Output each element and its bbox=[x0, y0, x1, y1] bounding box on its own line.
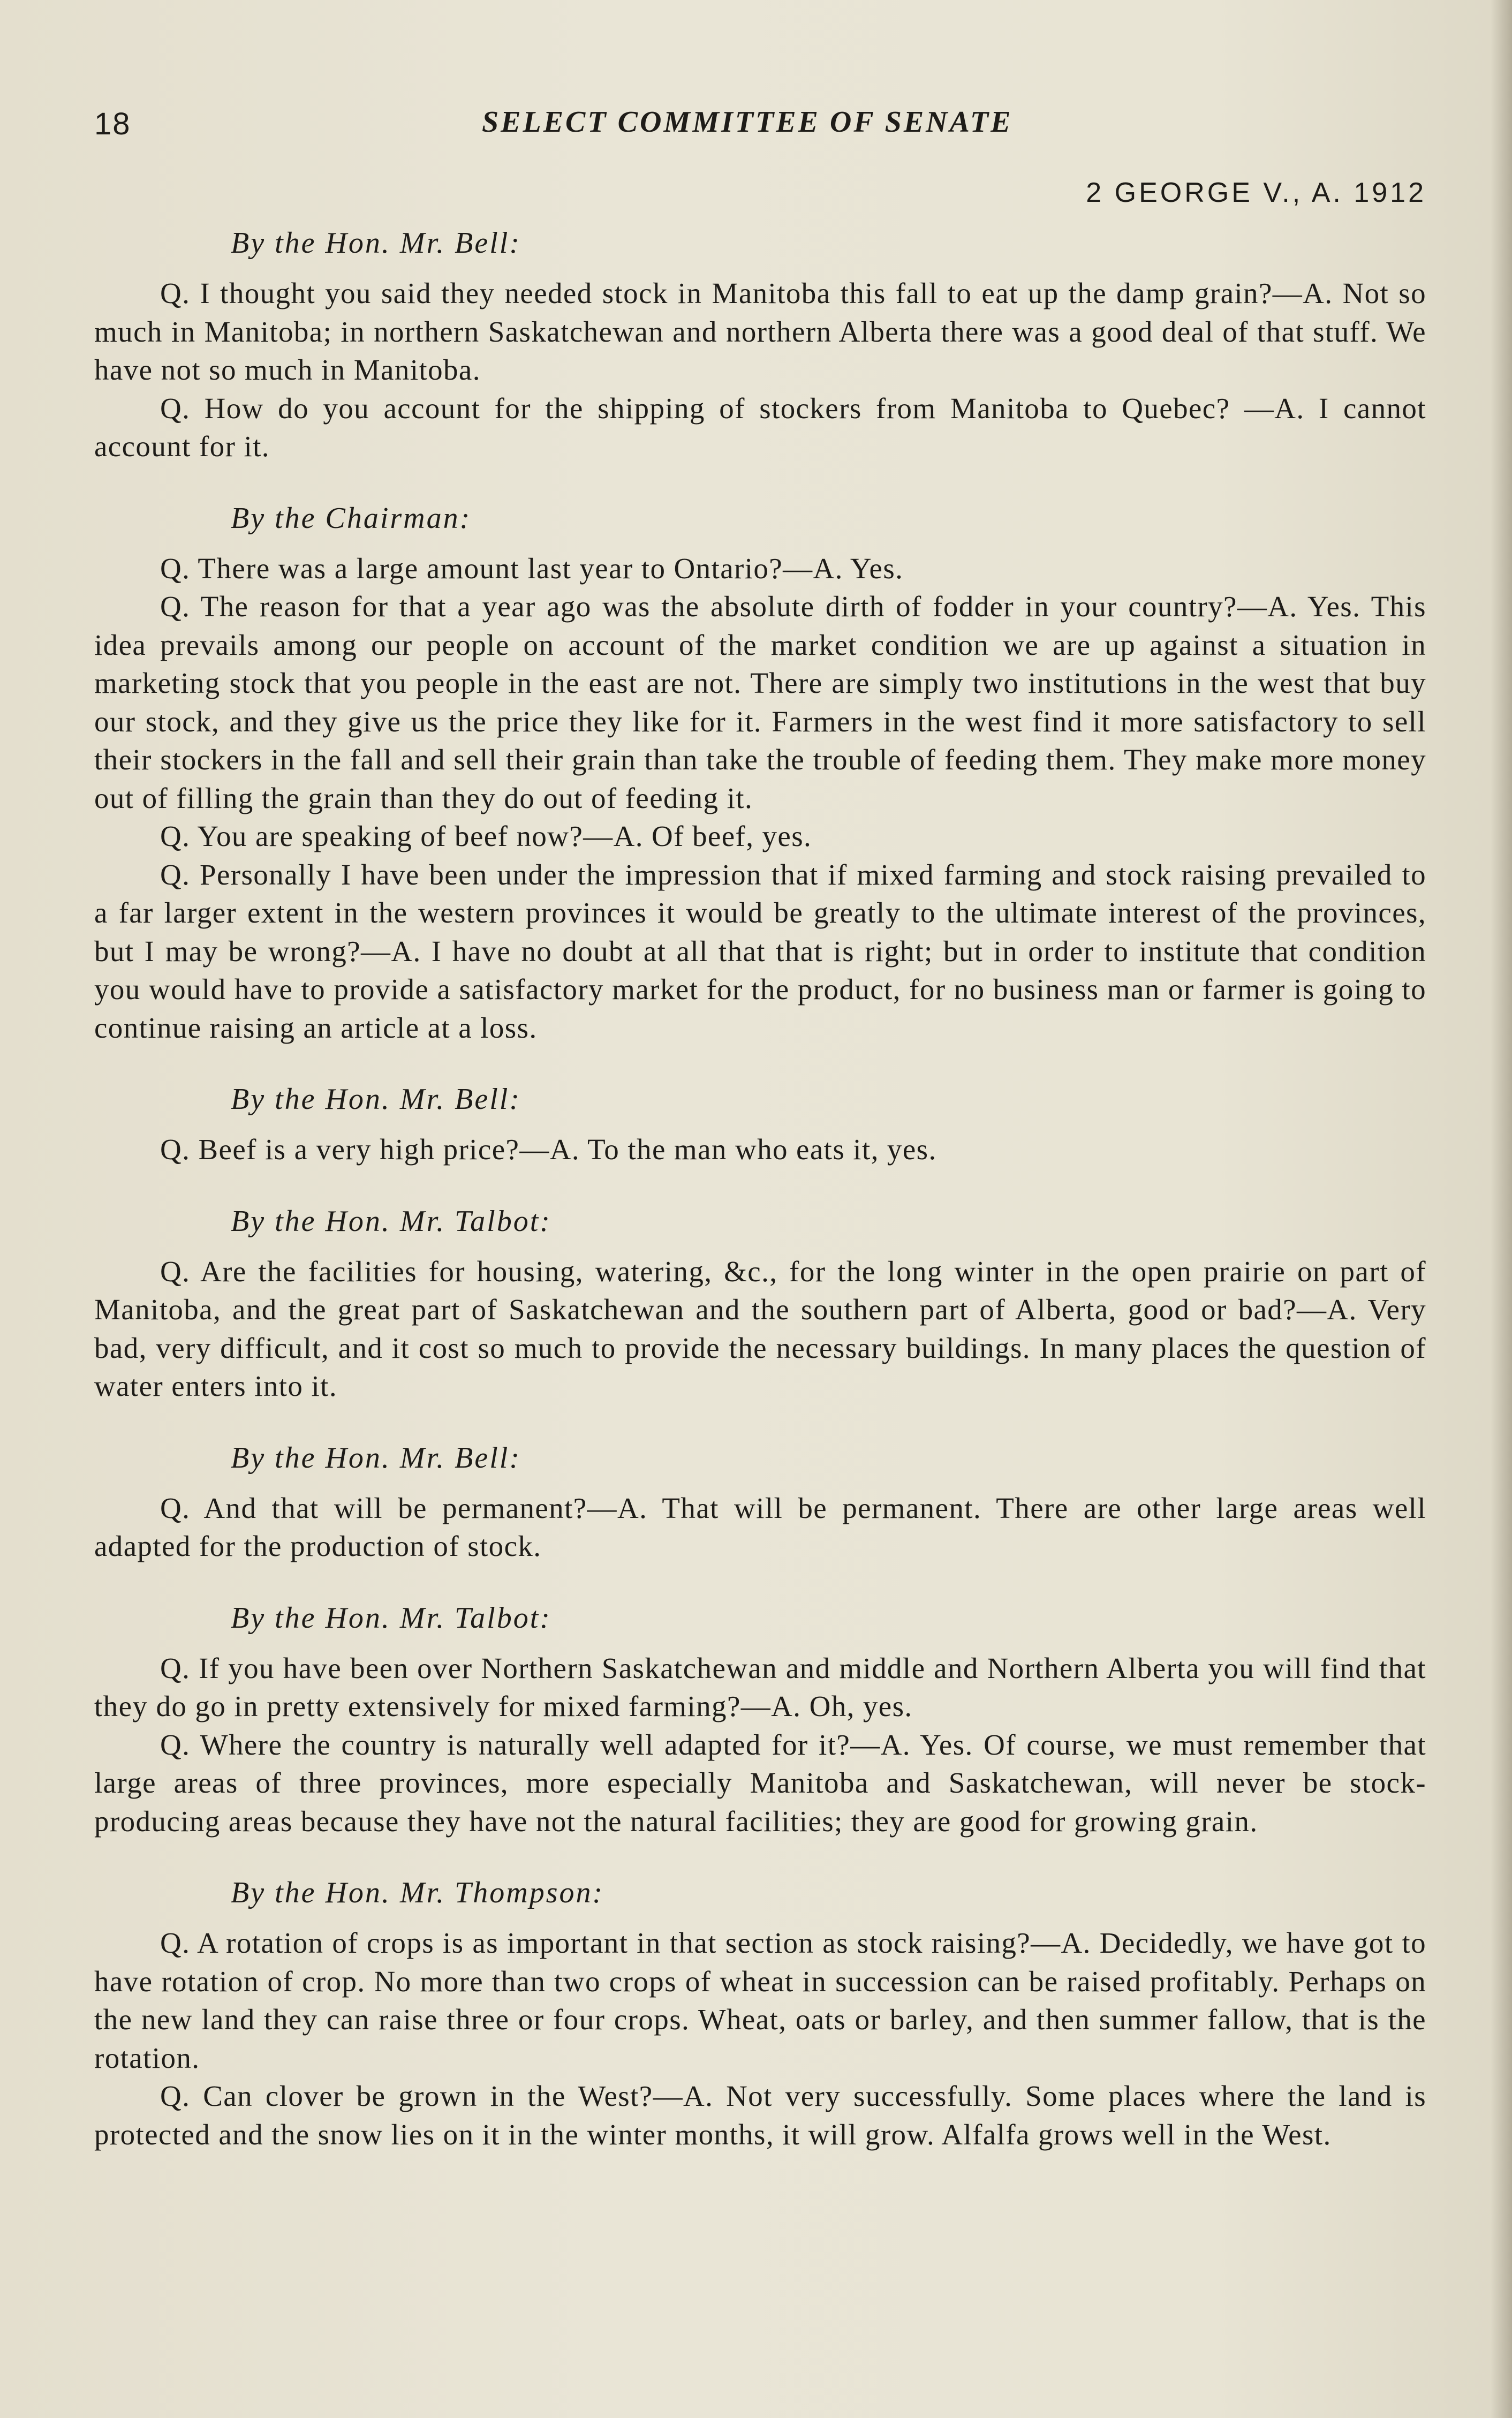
speaker-heading: By the Hon. Mr. Bell: bbox=[231, 1441, 521, 1475]
question-answer-paragraph: Q. Can clover be grown in the West?—A. Not very successfully. Some places where the land is protected and the snow lies on it in the winter months, it will grow. Alfalfa grows well in the West. bbox=[94, 2080, 1426, 2151]
speaker-heading: By the Hon. Mr. Bell: bbox=[231, 1083, 521, 1116]
speaker-heading: By the Hon. Mr. Talbot: bbox=[231, 1601, 551, 1635]
question-answer-paragraph: Q. If you have been over Northern Saskatchewan and middle and Northern Alberta you will find that they do go in pretty extensively for mixed farming?—A. Oh, yes. bbox=[94, 1651, 1426, 1722]
question-answer-paragraph: Q. Beef is a very high price?—A. To the man who eats it, yes. bbox=[160, 1133, 937, 1166]
question-answer-paragraph: Q. Where the country is naturally well adapted for it?—A. Yes. Of course, we must remember that large areas of three provinces, more especially Manitoba and Saskatchewan, will never be stock-producing areas because they have not the natural facilities; they are good for growing grain. bbox=[94, 1728, 1426, 1838]
exchange-section bbox=[94, 224, 1426, 466]
exchange-section bbox=[94, 1599, 1426, 1841]
exchange-section bbox=[94, 1873, 1426, 2153]
page-edge-shadow bbox=[1491, 0, 1512, 2418]
speaker-heading: By the Chairman: bbox=[231, 501, 472, 535]
running-title: SELECT COMMITTEE OF SENATE bbox=[482, 105, 1013, 139]
exchange-section bbox=[94, 1080, 1426, 1169]
question-answer-paragraph: Q. I thought you said they needed stock in Manitoba this fall to eat up the damp grain?—A. Not so much in Manitoba; in northern Saskatchewan and northern Alberta there was a good deal of that stuff. We have not so much in Manitoba. bbox=[94, 277, 1426, 386]
exchange-section bbox=[94, 1202, 1426, 1406]
question-answer-paragraph: Q. A rotation of crops is as important in that section as stock raising?—A. Decidedly, we have got to have rotation of crop. No more than two crops of wheat in succession can be raised profitably. Perhaps on the new land they can raise three or four crops. Wheat, oats or barley, and then summer fallow, that is the rotation. bbox=[94, 1926, 1426, 2074]
testimony-body bbox=[94, 224, 1426, 2187]
question-answer-paragraph: Q. Personally I have been under the impression that if mixed farming and stock raising prevailed to a far larger extent in the western provinces it would be greatly to the ultimate interest of the provinces, but I may be wrong?—A. I have no doubt at all that that is right; but in order to institute that condition you would have to provide a satisfactory market for the product, for no business man or farmer is going to continue raising an article at a loss. bbox=[94, 858, 1426, 1044]
question-answer-paragraph: Q. And that will be permanent?—A. That will be permanent. There are other large areas well adapted for the production of stock. bbox=[94, 1491, 1426, 1562]
speaker-heading: By the Hon. Mr. Bell: bbox=[231, 226, 521, 260]
speaker-heading: By the Hon. Mr. Talbot: bbox=[231, 1204, 551, 1238]
question-answer-paragraph: Q. The reason for that a year ago was the absolute dirth of fodder in your country?—A. Yes. This idea prevails among our people on account of the market condition we are up against a situation in marketing stock that you people in the east are not. There are simply two institutions in the west that buy our stock, and they give us the price they like for it. Farmers in the west find it more satisfactory to sell their stockers in the fall and sell their grain than take the trouble of feeding them. They make more money out of filling the grain than they do out of feeding it. bbox=[94, 590, 1426, 814]
session-reference: 2 GEORGE V., A. 1912 bbox=[1086, 177, 1426, 208]
page-number: 18 bbox=[94, 107, 131, 141]
question-answer-paragraph: Q. There was a large amount last year to Ontario?—A. Yes. bbox=[160, 551, 904, 585]
exchange-section bbox=[94, 1439, 1426, 1566]
question-answer-paragraph: Q. You are speaking of beef now?—A. Of beef, yes. bbox=[160, 820, 812, 852]
exchange-section bbox=[94, 499, 1426, 1047]
speaker-heading: By the Hon. Mr. Thompson: bbox=[231, 1876, 604, 1909]
question-answer-paragraph: Q. Are the facilities for housing, watering, &c., for the long winter in the open prairie on part of Manitoba, and the great part of Saskatchewan and the southern part of Alberta, good or bad?—A. Very bad, very difficult, and it cost so much to provide the necessary buildings. In many places the question of water enters into it. bbox=[94, 1255, 1426, 1402]
question-answer-paragraph: Q. How do you account for the shipping of stockers from Manitoba to Quebec? —A. I cannot account for it. bbox=[94, 391, 1426, 463]
